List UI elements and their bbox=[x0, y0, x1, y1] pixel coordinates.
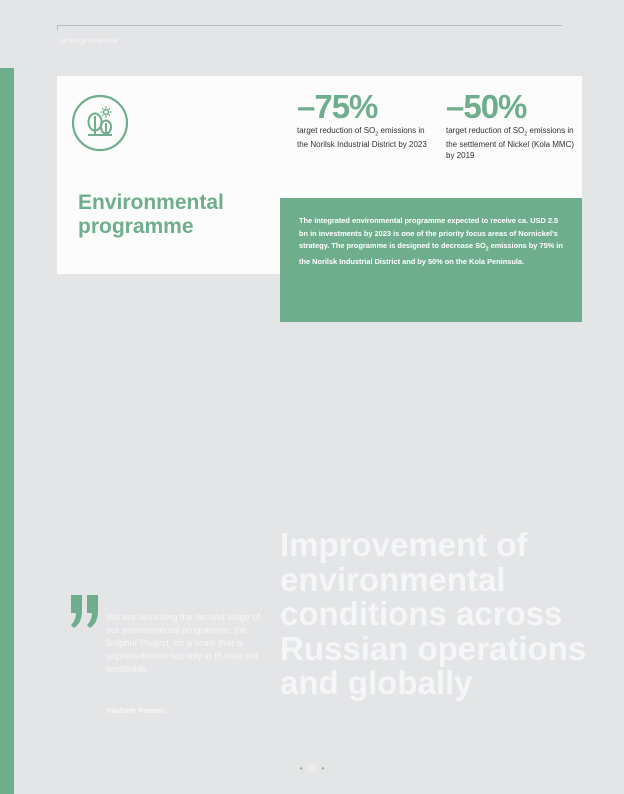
eco-trees-icon bbox=[71, 94, 129, 152]
stat-kola bbox=[446, 89, 581, 161]
programme-summary-box bbox=[280, 198, 582, 322]
programme-summary-text: The integrated environmental programme expected to receive ca. USD 2.5 bn in investments by 2023 is one of the priority focus areas of Nornickel's strategy. The programme is designed to decrease $SO_2$ emissions by 75% in the Norilsk Industrial District and by 50% on the Kola Peninsula. bbox=[299, 216, 563, 267]
accent-strip bbox=[0, 68, 14, 794]
header-rule-tick bbox=[57, 25, 58, 30]
programme-title: Environmental programme bbox=[78, 191, 224, 238]
stat-value: –75% bbox=[297, 88, 378, 125]
quote-mark-icon bbox=[68, 593, 102, 629]
header-rule bbox=[57, 25, 562, 26]
page-headline: Improvement of environmental conditions across Russian operations and globally bbox=[280, 526, 587, 701]
page-number: • 20 • bbox=[299, 764, 325, 773]
stat-description: target reduction of $SO_2$ emissions in the Norilsk Industrial District by 2023 bbox=[297, 126, 427, 150]
stat-value: –50% bbox=[446, 88, 527, 125]
stat-norilsk bbox=[297, 89, 427, 151]
section-label: Strategy overview bbox=[59, 38, 119, 45]
quote-author: Vladimir Potanin bbox=[106, 706, 166, 715]
stat-description: target reduction of $SO_2$ emissions in the settlement of Nickel (Kola MMC) by 2019 bbox=[446, 126, 575, 160]
quote-text: We are launching the second stage of our environmental programme, the Sulphur Project, on a scale that is unprecedented not only in Russia but worldwide. bbox=[106, 612, 261, 674]
